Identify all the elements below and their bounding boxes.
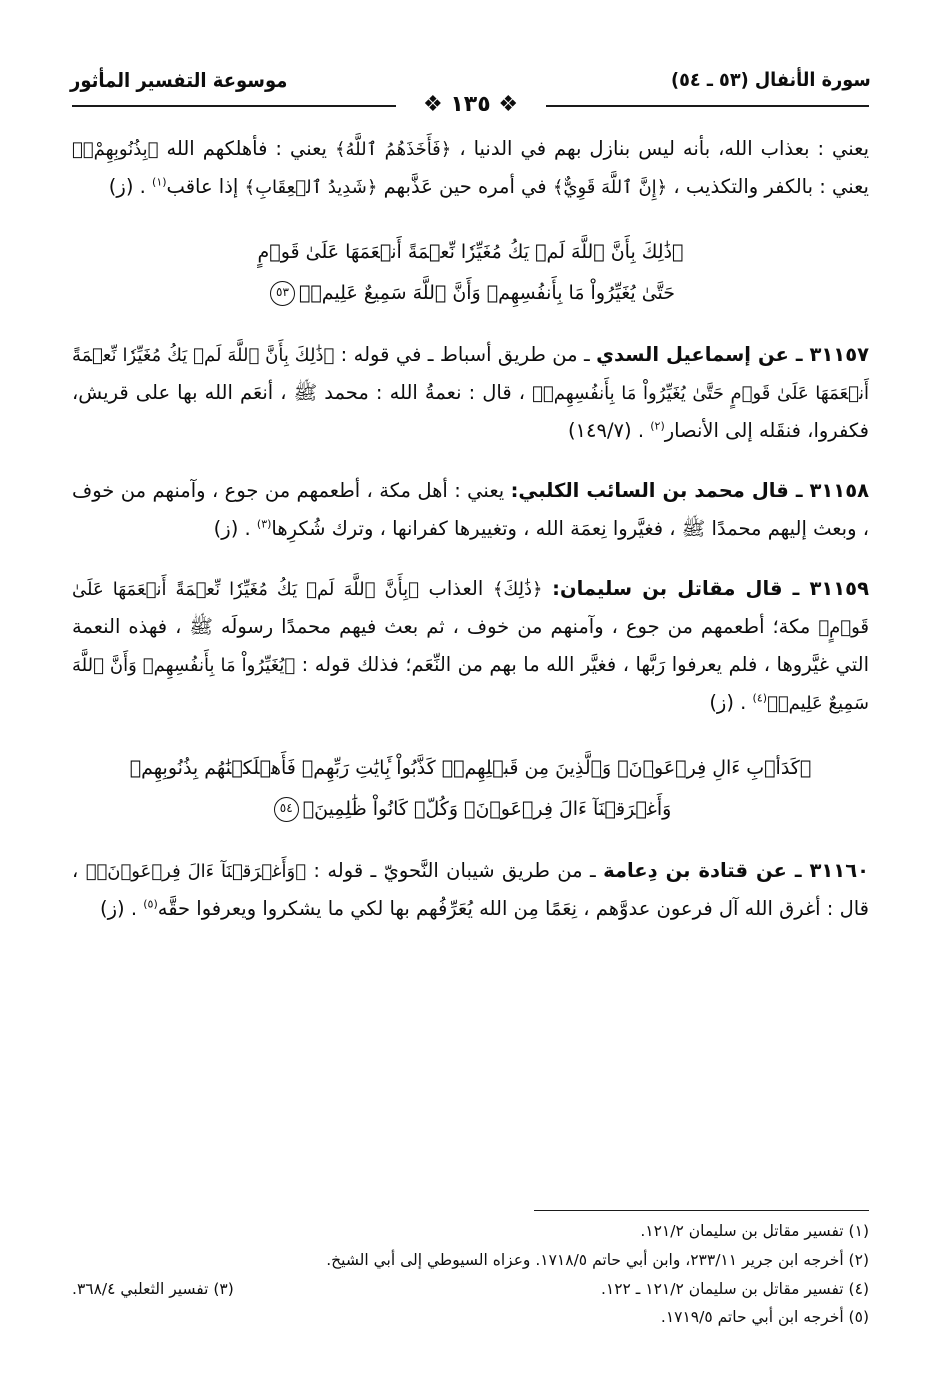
footnote-item: (٥) أخرجه ابن أبي حاتم ١٧١٩/٥. [660,1308,869,1327]
quran-verse-53 [160,232,782,314]
footnotes-section [72,1210,869,1332]
footnote-divider [534,1210,869,1211]
footnote-row-pair [72,1275,869,1304]
verse-line [160,273,782,314]
page-content [72,130,869,1184]
footnote-item: (٣) تفسير الثعلبي ٣٦٨/٤. [72,1279,234,1298]
paragraph-narration-31159: ٣١١٥٩ ـ قال مقاتل بن سليمان: ﴿ذَٰلِكَ﴾ العذاب ﴿بِأَنَّ ٱللَّهَ لَمۡ يَكُ مُغَيِّرٗا نِّعۡمَةً أَنۡعَمَهَا عَلَىٰ قَوۡمٍ﴾ مكة؛ أطعمهم من جوع ، وآمنهم من خوف ، ثم بعث فيهم محمدًا رسولَه ﷺ ، فهذه النعمة التي غيَّروها ، فلم يعرفوا رَبَّها ، فغيَّر الله ما بهم من النِّعَم؛ فذلك قوله : ﴿يُغَيِّرُواْ مَا بِأَنفُسِهِمۡ وَأَنَّ ٱللَّهَ سَمِيعٌ عَلِيمٞ﴾$^{(٤)}$ . (ز) [72,576,869,714]
footnote-item: (١) تفسير مقاتل بن سليمان ١٢١/٢. [640,1222,869,1241]
paragraph-narration-31158: ٣١١٥٨ ـ قال محمد بن السائب الكلبي: يعني : أهل مكة ، أطعمهم من جوع ، وآمنهم من خوف ، وبعث إليهم محمدًا ﷺ ، فغيَّروا نِعمَة الله ، وتغييرها كفرانها ، وترك شُكرِها$^{(٣)}$ . (ز) [72,478,870,540]
verse-close-bracket: ﴾ [298,281,311,304]
paragraph-commentary-intro: يعني : بعذاب الله، بأنه ليس بنازل بهم في الدنيا ، ﴿فَأَخَذَهُمُ ٱللَّهُ﴾ يعني : فأهلكهم الله ﴿بِذُنُوبِهِمْۗ﴾ يعني : بالكفر والتكذيب ، ﴿إِنَّ ٱللَّهَ قَوِيٌّ﴾ في أمره حين عَذَّبهم ﴿شَدِيدُ ٱلۡعِقَابِ﴾ إذا عاقب$^{(١)}$ . (ز) [72,137,870,199]
header-book-title: موسوعة التفسير المأثور [70,68,288,92]
verse-line: ﴿ذَٰلِكَ بِأَنَّ ٱللَّهَ لَمۡ يَكُ مُغَيِّرٗا نِّعۡمَةً أَنۡعَمَهَا عَلَىٰ قَوۡمٍ [257,241,684,264]
ayah-number-badge: ٥٣ [270,281,295,306]
footnote-item: (٢) أخرجه ابن جرير ٢٣٣/١١، وابن أبي حاتم ١٧١٨/٥. وعزاه السيوطي إلى أبي الشيخ. [326,1250,869,1269]
paragraph-narration-31160: ٣١١٦٠ ـ عن قتادة بن دِعامة ـ من طريق شيبان النَّحويّ ـ قوله : ﴿وَأَغۡرَقۡنَآ ءَالَ فِرۡعَوۡنَۚ﴾ ، قال : أغرق الله آل فرعون عدوَّهم ، نِعَمًا مِن الله يُعَرِّفُهم بها لكي ما يشكروا ويعرفوا حقَّه$^{(٥)}$ . (ز) [72,858,869,920]
paragraph-narration-31157: ٣١١٥٧ ـ عن إسماعيل السدي ـ من طريق أسباط ـ في قوله : ﴿ذَٰلِكَ بِأَنَّ ٱللَّهَ لَمۡ يَكُ مُغَيِّرٗا نِّعۡمَةً أَنۡعَمَهَا عَلَىٰ قَوۡمٍ حَتَّىٰ يُغَيِّرُواْ مَا بِأَنفُسِهِمۡ﴾ ، قال : نعمةُ الله : محمد ﷺ ، أنعَم الله بها على قريش، فكفروا، فنقَله إلى الأنصار$^{(٢)}$ . (١٤٩/٧) [72,342,869,442]
ornament-right-icon: ❖ [498,92,519,117]
verse-line [104,789,837,830]
verse-line-text: حَتَّىٰ يُغَيِّرُواْ مَا بِأَنفُسِهِمۡ وَأَنَّ ٱللَّهَ سَمِيعٌ عَلِيمٞ [310,281,676,304]
footnote-item: (٤) تفسير مقاتل بن سليمان ١٢١/٢ ـ ١٢٢. [600,1279,869,1298]
ayah-number-badge: ٥٤ [274,797,299,822]
verse-close-bracket: ﴾ [302,797,315,820]
page-number-value: ١٣٥ [450,92,491,117]
ornament-left-icon: ❖ [422,92,443,117]
page-number [423,92,518,117]
verse-line: ﴿كَدَأۡبِ ءَالِ فِرۡعَوۡنَۙ وَٱلَّذِينَ مِن قَبۡلِهِمۡۚ كَذَّبُواْ بِ‍َٔايَٰتِ رَبِّهِمۡ فَأَهۡلَكۡنَٰهُم بِذُنُوبِهِمۡ [129,756,812,779]
verse-line-text: وَأَغۡرَقۡنَآ ءَالَ فِرۡعَوۡنَۚ وَكُلّٞ كَانُواْ ظَٰلِمِينَ [314,797,672,820]
header-surah-title: سورة الأنفال (٥٣ ـ ٥٤) [671,69,871,91]
quran-verse-54 [104,748,837,830]
